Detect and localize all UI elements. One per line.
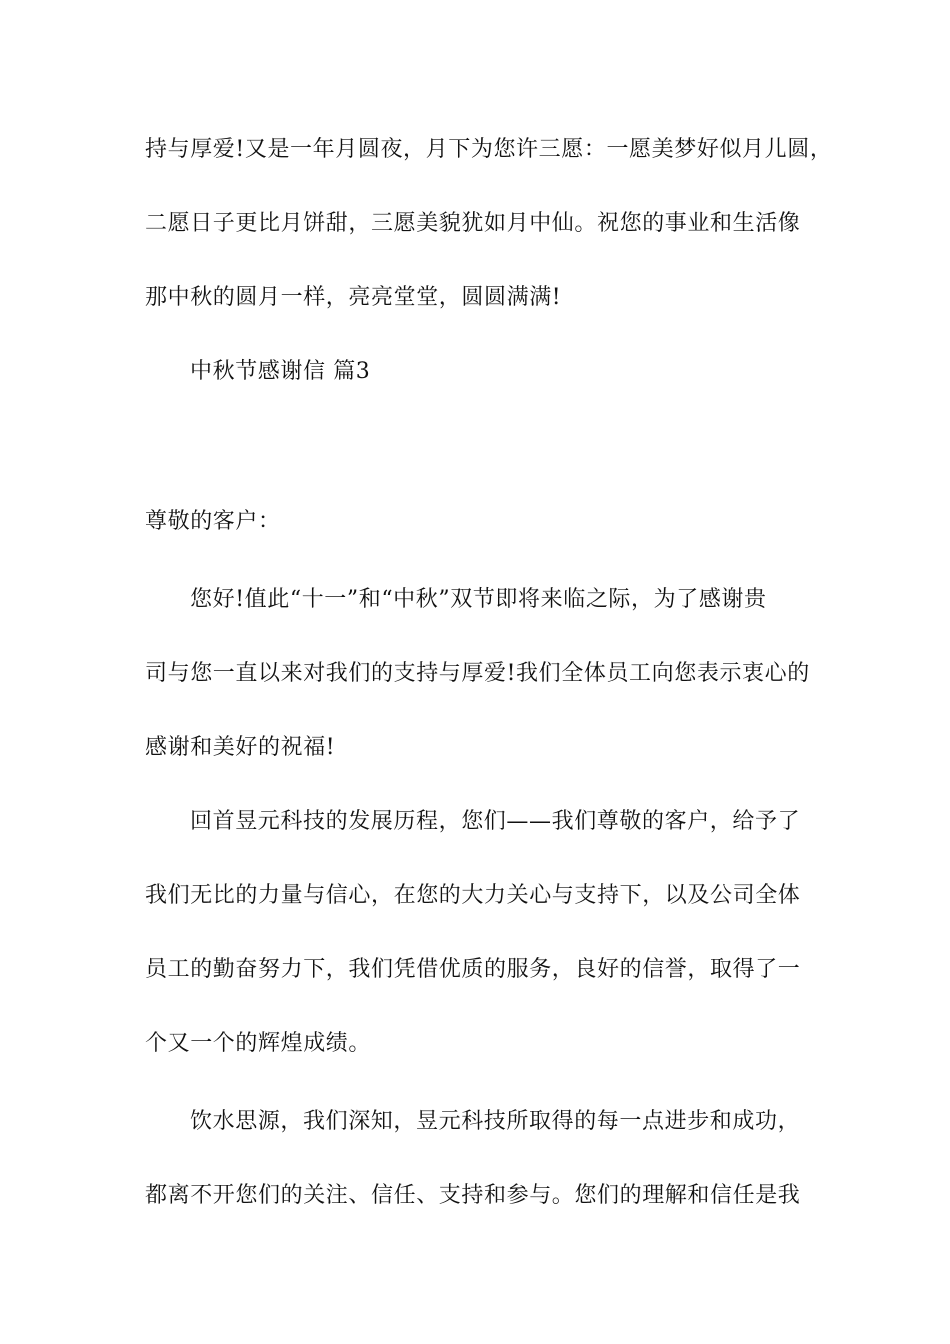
paragraph-line-1: 持与厚爱!又是一年月圆夜，月下为您许三愿：一愿美梦好似月儿圆， (145, 137, 833, 162)
section-heading: 中秋节感谢信 篇3 (190, 359, 371, 384)
paragraph-line-7: 回首昱元科技的发展历程，您们——我们尊敬的客户，给予了 (190, 809, 801, 834)
paragraph-line-2: 二愿日子更比月饼甜，三愿美貌犹如月中仙。祝您的事业和生活像 (145, 211, 801, 236)
paragraph-line-10: 个又一个的辉煌成绩。 (145, 1031, 372, 1056)
paragraph-line-6: 感谢和美好的祝福! (145, 735, 336, 760)
salutation: 尊敬的客户： (145, 509, 281, 534)
paragraph-line-11: 饮水思源，我们深知，昱元科技所取得的每一点进步和成功， (190, 1109, 801, 1134)
paragraph-line-3: 那中秋的圆月一样，亮亮堂堂，圆圆满满! (145, 285, 562, 310)
paragraph-line-9: 员工的勤奋努力下，我们凭借优质的服务，良好的信誉，取得了一 (145, 957, 801, 982)
paragraph-line-8: 我们无比的力量与信心，在您的大力关心与支持下，以及公司全体 (145, 883, 801, 908)
paragraph-line-5: 司与您一直以来对我们的支持与厚爱!我们全体员工向您表示衷心的 (145, 661, 810, 686)
paragraph-line-12: 都离不开您们的关注、信任、支持和参与。您们的理解和信任是我 (145, 1183, 801, 1208)
paragraph-line-4: 您好!值此“十一”和“中秋”双节即将来临之际，为了感谢贵 (190, 587, 767, 612)
